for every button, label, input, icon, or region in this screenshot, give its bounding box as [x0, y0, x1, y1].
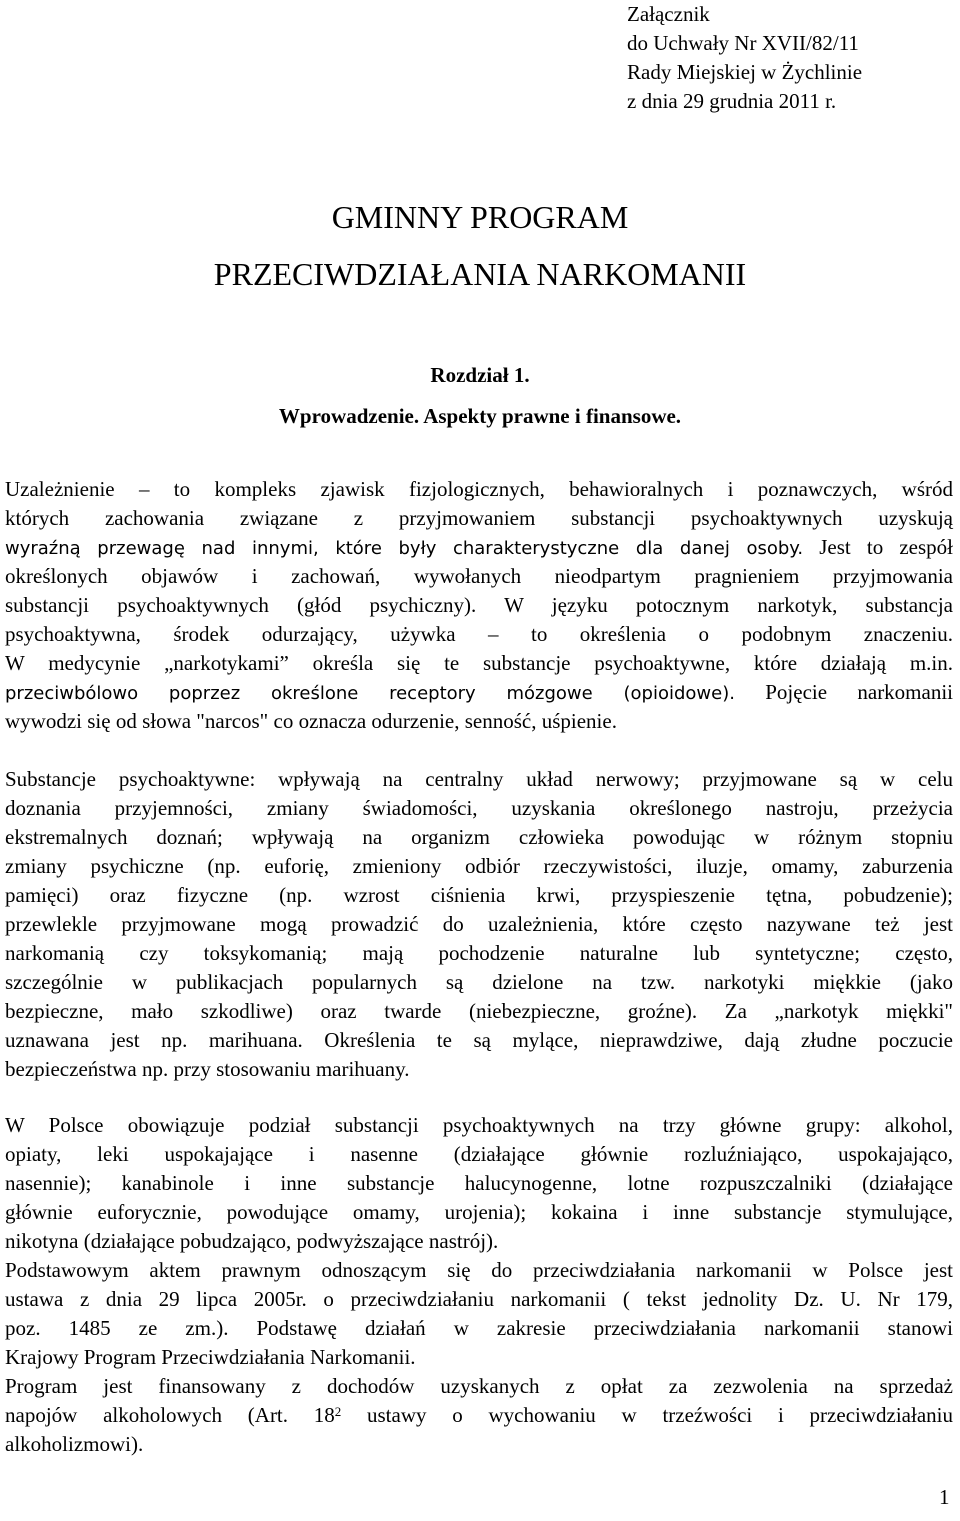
paragraph-legal-basis	[5, 1256, 953, 1372]
paragraph-segment: ustawy o wychowaniu w trzeźwości i przeciwdziałaniu	[341, 1403, 953, 1427]
paragraph-line: głównie euforycznie, powodujące omamy, urojenia); kokaina i inne substancje stymulujące,	[5, 1200, 953, 1224]
paragraph-line: nasennie); kanabinole i inne substancje halucynogenne, lotne rozpuszczalniki (działające	[5, 1171, 953, 1195]
paragraph-line: bezpieczne, mało szkodliwe) oraz twarde (niebezpieczne, groźne). Za „narkotyk miękki"	[5, 999, 953, 1023]
paragraph-line	[5, 678, 953, 707]
page-number: 1	[939, 1485, 950, 1509]
paragraph-line: których zachowania związane z przyjmowaniem substancji psychoaktywnych uzyskują	[5, 506, 953, 530]
attachment-line: Rady Miejskiej w Żychlinie	[627, 60, 863, 84]
paragraph-addiction-definition	[5, 475, 953, 736]
attachment-header	[627, 0, 862, 116]
paragraph-line: psychoaktywna, środek odurzający, używka – to określenia o podobnym znaczeniu.	[5, 622, 953, 646]
superscript: 2	[334, 1404, 342, 1419]
paragraph-segment: wyraźną przewagę nad innymi, które były charakterystyczne dla danej osoby.	[5, 538, 804, 559]
paragraph-line: Podstawowym aktem prawnym odnoszącym się do przeciwdziałania narkomanii w Polsce jest	[5, 1258, 953, 1282]
chapter-number: Rozdział 1.	[430, 363, 530, 387]
attachment-line: Załącznik	[627, 2, 710, 26]
paragraph-line: bezpieczeństwa np. przy stosowaniu marihuany.	[5, 1057, 410, 1081]
paragraph-segment: Pojęcie narkomanii	[734, 680, 954, 704]
paragraph-segment: Jest to zespół	[803, 535, 954, 559]
paragraph-line: alkoholizmowi).	[5, 1432, 144, 1456]
paragraph-line: narkomanią czy toksykomanią; mają pochodzenie naturalne lub syntetyczne; często,	[5, 941, 953, 965]
paragraph-line: przewlekle przyjmowane mogą prowadzić do uzależnienia, które często nazywane też jest	[5, 912, 953, 936]
paragraph-line: Substancje psychoaktywne: wpływają na centralny układ nerwowy; przyjmowane są w celu	[5, 767, 953, 791]
paragraph-line: doznania przyjemności, zmiany świadomości, uzyskania określonego nastroju, przeżycia	[5, 796, 953, 820]
paragraph-line: określonych objawów i zachowań, wywołanych nieodpartym pragnieniem przyjmowania	[5, 564, 953, 588]
attachment-line: do Uchwały Nr XVII/82/11	[627, 31, 859, 55]
paragraph-line: ekstremalnych doznań; wpływają na organizm człowieka powodując w różnym stopniu	[5, 825, 953, 849]
paragraph-financing	[5, 1372, 953, 1459]
paragraph-line: W medycynie „narkotykami” określa się te substancje psychoaktywne, które działają m.in.	[5, 651, 953, 675]
paragraph-line: substancji psychoaktywnych (głód psychiczny). W języku potocznym narkotyk, substancja	[5, 593, 953, 617]
paragraph-line: pamięci) oraz fizyczne (np. wzrost ciśnienia krwi, przyspieszenie tętna, pobudzenie);	[5, 883, 953, 907]
paragraph-line: szczególnie w publikacjach popularnych są dzielone na tzw. narkotyki miękkie (jako	[5, 970, 953, 994]
paragraph-line: poz. 1485 ze zm.). Podstawę działań w zakresie przeciwdziałania narkomanii stanowi	[5, 1316, 953, 1340]
document-title-line-2: PRZECIWDZIAŁANIA NARKOMANII	[213, 256, 747, 292]
paragraph-line: nikotyna (działające pobudzająco, podwyższające nastrój).	[5, 1229, 499, 1253]
paragraph-segment: napojów alkoholowych (Art. 18	[5, 1403, 335, 1427]
paragraph-line: Program jest finansowany z dochodów uzyskanych z opłat za zezwolenia na sprzedaż	[5, 1374, 953, 1398]
paragraph-substance-groups	[5, 1111, 953, 1256]
paragraph-line: uznawana jest np. marihuana. Określenia te są mylące, nieprawdziwe, dają złudne poczucie	[5, 1028, 953, 1052]
paragraph-line: ustawa z dnia 29 lipca 2005r. o przeciwdziałaniu narkomanii ( tekst jednolity Dz. U. Nr 179,	[5, 1287, 953, 1311]
attachment-line: z dnia 29 grudnia 2011 r.	[627, 89, 837, 113]
paragraph-line: W Polsce obowiązuje podział substancji psychoaktywnych na trzy główne grupy: alkohol,	[5, 1113, 953, 1137]
paragraph-line	[5, 1401, 953, 1430]
paragraph-line: wywodzi się od słowa "narcos" co oznacza odurzenie, senność, uśpienie.	[5, 709, 617, 733]
chapter-heading: Wprowadzenie. Aspekty prawne i finansowe.	[278, 404, 682, 428]
paragraph-psychoactive-substances	[5, 765, 953, 1084]
paragraph-line	[5, 533, 953, 562]
paragraph-segment: przeciwbólowo poprzez określone receptory mózgowe (opioidowe).	[5, 683, 735, 704]
paragraph-line: Uzależnienie – to kompleks zjawisk fizjologicznych, behawioralnych i poznawczych, wśród	[5, 477, 953, 501]
document-title-line-1: GMINNY PROGRAM	[331, 199, 629, 235]
paragraph-line: zmiany psychiczne (np. euforię, zmieniony odbiór rzeczywistości, iluzje, omamy, zaburzenia	[5, 854, 953, 878]
paragraph-line: Krajowy Program Przeciwdziałania Narkomanii.	[5, 1345, 416, 1369]
paragraph-line: opiaty, leki uspokajające i nasenne (działające głównie rozluźniająco, uspokajająco,	[5, 1142, 953, 1166]
